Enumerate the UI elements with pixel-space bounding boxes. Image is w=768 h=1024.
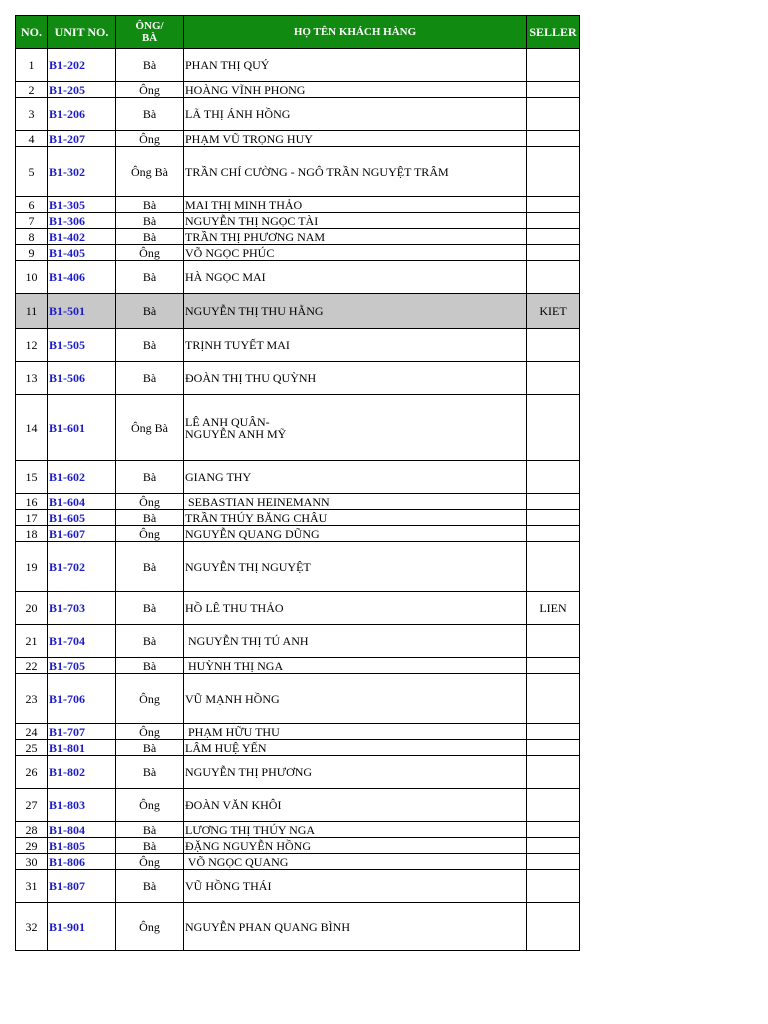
row-number: 25 [16, 740, 48, 756]
customer-name [184, 98, 527, 131]
customer-name [184, 147, 527, 197]
row-number: 29 [16, 838, 48, 854]
customer-name [184, 658, 527, 674]
gender-title: Bà [116, 870, 184, 903]
unit-number: B1-205 [48, 82, 116, 98]
unit-number: B1-803 [48, 789, 116, 822]
customer-name-line: VŨ MẠNH HỒNG [185, 691, 280, 706]
customer-name [184, 903, 527, 951]
row-number: 9 [16, 245, 48, 261]
row-number: 21 [16, 625, 48, 658]
customer-name-line: HOÀNG VĨNH PHONG [185, 82, 306, 97]
gender-title: Bà [116, 510, 184, 526]
header-row [16, 16, 580, 49]
customer-name-line: NGUYỄN THỊ TÚ ANH [185, 634, 309, 648]
customer-name-line: LÊ ANH QUÂN- [185, 414, 270, 429]
seller-name [527, 147, 580, 197]
gender-title: Ông [116, 724, 184, 740]
table-row [16, 261, 580, 294]
customer-name [184, 740, 527, 756]
seller-name [527, 870, 580, 903]
row-number: 4 [16, 131, 48, 147]
table-row [16, 625, 580, 658]
customer-name [184, 494, 527, 510]
gender-title: Bà [116, 838, 184, 854]
table-row [16, 756, 580, 789]
gender-title: Bà [116, 329, 184, 362]
customer-name-line: LƯƠNG THỊ THÚY NGA [185, 822, 316, 837]
customer-table [15, 15, 580, 951]
customer-name-line: LÃ THỊ ÁNH HỒNG [185, 107, 291, 121]
customer-name-line: TRẦN CHÍ CƯỜNG - NGÔ TRẦN NGUYỆT TRÂM [185, 164, 449, 179]
row-number: 26 [16, 756, 48, 789]
gender-title: Bà [116, 213, 184, 229]
row-number: 19 [16, 542, 48, 592]
gender-title: Bà [116, 49, 184, 82]
customer-name-line: HUỲNH THỊ NGA [185, 658, 284, 673]
seller-name [527, 213, 580, 229]
unit-number: B1-305 [48, 197, 116, 213]
seller-name [527, 494, 580, 510]
customer-name [184, 592, 527, 625]
row-number: 15 [16, 461, 48, 494]
gender-title: Ông [116, 245, 184, 261]
row-number: 14 [16, 395, 48, 461]
unit-number: B1-605 [48, 510, 116, 526]
seller-name [527, 838, 580, 854]
customer-name-line: NGUYỄN THỊ THU HẰNG [185, 304, 324, 318]
header-gender-line1: ÔNG/ [135, 20, 164, 32]
gender-title: Ông [116, 82, 184, 98]
row-number: 5 [16, 147, 48, 197]
customer-name [184, 870, 527, 903]
unit-number: B1-807 [48, 870, 116, 903]
customer-name-line: NGUYỄN QUANG DŨNG [185, 526, 320, 541]
customer-name-line: MAI THỊ MINH THẢO [185, 197, 303, 212]
table-row [16, 510, 580, 526]
gender-title: Bà [116, 625, 184, 658]
customer-name-line: ĐOÀN VĂN KHÔI [185, 798, 282, 812]
gender-title: Ông [116, 526, 184, 542]
unit-number: B1-604 [48, 494, 116, 510]
seller-name [527, 526, 580, 542]
customer-name-line: TRẦN THỊ PHƯƠNG NAM [185, 229, 326, 244]
unit-number: B1-706 [48, 674, 116, 724]
table-row [16, 294, 580, 329]
table-row [16, 870, 580, 903]
unit-number: B1-806 [48, 854, 116, 870]
seller-name [527, 658, 580, 674]
customer-name-line: VŨ HỒNG THÁI [185, 879, 272, 893]
gender-title: Bà [116, 197, 184, 213]
gender-title: Ông [116, 854, 184, 870]
customer-name [184, 229, 527, 245]
customer-name [184, 838, 527, 854]
customer-name [184, 261, 527, 294]
seller-name [527, 82, 580, 98]
customer-name-line: PHẠM VŨ TRỌNG HUY [185, 131, 313, 146]
row-number: 27 [16, 789, 48, 822]
customer-name-line: ĐOÀN THỊ THU QUỲNH [185, 371, 317, 385]
row-number: 10 [16, 261, 48, 294]
unit-number: B1-705 [48, 658, 116, 674]
unit-number: B1-306 [48, 213, 116, 229]
customer-name-line: HỒ LÊ THU THẢO [185, 601, 284, 615]
table-row [16, 854, 580, 870]
seller-name [527, 756, 580, 789]
seller-name: LIEN [527, 592, 580, 625]
unit-number: B1-406 [48, 261, 116, 294]
header-gender [116, 16, 184, 49]
gender-title: Bà [116, 461, 184, 494]
customer-name-line: PHẠM HỮU THU [185, 724, 280, 739]
gender-title: Bà [116, 542, 184, 592]
header-name: HỌ TÊN KHÁCH HÀNG [184, 16, 527, 49]
seller-name [527, 510, 580, 526]
row-number: 20 [16, 592, 48, 625]
table-row [16, 674, 580, 724]
table-row [16, 494, 580, 510]
seller-name [527, 740, 580, 756]
table-row [16, 461, 580, 494]
unit-number: B1-702 [48, 542, 116, 592]
gender-title: Bà [116, 592, 184, 625]
seller-name [527, 625, 580, 658]
customer-name [184, 213, 527, 229]
table-row [16, 658, 580, 674]
customer-name [184, 542, 527, 592]
seller-name [527, 724, 580, 740]
row-number: 17 [16, 510, 48, 526]
seller-name [527, 542, 580, 592]
row-number: 30 [16, 854, 48, 870]
seller-name [527, 229, 580, 245]
table-row [16, 740, 580, 756]
gender-title: Bà [116, 740, 184, 756]
gender-title: Ông [116, 494, 184, 510]
row-number: 2 [16, 82, 48, 98]
gender-title: Bà [116, 294, 184, 329]
unit-number: B1-601 [48, 395, 116, 461]
table-row [16, 362, 580, 395]
row-number: 6 [16, 197, 48, 213]
gender-title: Bà [116, 822, 184, 838]
gender-title: Ông Bà [116, 395, 184, 461]
table-row [16, 526, 580, 542]
customer-name [184, 82, 527, 98]
table-row [16, 131, 580, 147]
customer-name [184, 329, 527, 362]
customer-name-line: NGUYỄN THỊ NGỌC TÀI [185, 213, 319, 228]
row-number: 24 [16, 724, 48, 740]
customer-name [184, 131, 527, 147]
unit-number: B1-707 [48, 724, 116, 740]
customer-name [184, 724, 527, 740]
seller-name [527, 131, 580, 147]
table-row [16, 245, 580, 261]
table-row [16, 724, 580, 740]
seller-name [527, 854, 580, 870]
header-unit: UNIT NO. [48, 16, 116, 49]
customer-name-line: VÕ NGỌC PHÚC [185, 245, 275, 260]
table-row [16, 395, 580, 461]
unit-number: B1-202 [48, 49, 116, 82]
unit-number: B1-804 [48, 822, 116, 838]
customer-name-line: LÂM HUỆ YẾN [185, 740, 267, 755]
seller-name [527, 329, 580, 362]
customer-name-line: NGUYỄN THỊ PHƯƠNG [185, 765, 313, 779]
row-number: 18 [16, 526, 48, 542]
table-row [16, 49, 580, 82]
table-row [16, 229, 580, 245]
customer-name-line: HÀ NGỌC MAI [185, 270, 266, 284]
customer-name-line: TRẦN THÚY BĂNG CHÂU [185, 510, 328, 525]
gender-title: Bà [116, 261, 184, 294]
header-no: NO. [16, 16, 48, 49]
gender-title: Bà [116, 229, 184, 245]
unit-number: B1-607 [48, 526, 116, 542]
row-number: 13 [16, 362, 48, 395]
table-row [16, 329, 580, 362]
table-row [16, 903, 580, 951]
customer-name [184, 756, 527, 789]
gender-title: Bà [116, 98, 184, 131]
seller-name: KIET [527, 294, 580, 329]
unit-number: B1-207 [48, 131, 116, 147]
row-number: 16 [16, 494, 48, 510]
customer-name [184, 461, 527, 494]
row-number: 3 [16, 98, 48, 131]
customer-name-line: NGUYỄN PHAN QUANG BÌNH [185, 919, 350, 934]
unit-number: B1-802 [48, 756, 116, 789]
unit-number: B1-505 [48, 329, 116, 362]
customer-name-line: NGUYỄN ANH MỸ [185, 426, 287, 441]
customer-name [184, 245, 527, 261]
seller-name [527, 789, 580, 822]
table-row [16, 838, 580, 854]
unit-number: B1-801 [48, 740, 116, 756]
header-seller: SELLER [527, 16, 580, 49]
gender-title: Ông [116, 789, 184, 822]
customer-name-line: TRỊNH TUYẾT MAI [185, 338, 290, 352]
unit-number: B1-805 [48, 838, 116, 854]
unit-number: B1-704 [48, 625, 116, 658]
seller-name [527, 395, 580, 461]
unit-number: B1-602 [48, 461, 116, 494]
seller-name [527, 98, 580, 131]
unit-number: B1-506 [48, 362, 116, 395]
unit-number: B1-703 [48, 592, 116, 625]
gender-title: Ông [116, 131, 184, 147]
row-number: 28 [16, 822, 48, 838]
unit-number: B1-501 [48, 294, 116, 329]
gender-title: Bà [116, 756, 184, 789]
customer-name [184, 294, 527, 329]
table-row [16, 592, 580, 625]
customer-name [184, 526, 527, 542]
row-number: 23 [16, 674, 48, 724]
seller-name [527, 49, 580, 82]
seller-name [527, 197, 580, 213]
seller-name [527, 362, 580, 395]
customer-name [184, 49, 527, 82]
customer-name [184, 789, 527, 822]
table-row [16, 197, 580, 213]
customer-name [184, 625, 527, 658]
customer-name [184, 197, 527, 213]
seller-name [527, 245, 580, 261]
table-row [16, 822, 580, 838]
gender-title: Ông [116, 674, 184, 724]
row-number: 7 [16, 213, 48, 229]
customer-name [184, 822, 527, 838]
row-number: 11 [16, 294, 48, 329]
customer-name [184, 395, 527, 461]
seller-name [527, 903, 580, 951]
customer-name [184, 362, 527, 395]
customer-name-line: ĐẶNG NGUYỄN HỒNG [185, 838, 311, 853]
header-gender-line2: BÀ [141, 32, 158, 44]
gender-title: Bà [116, 362, 184, 395]
customer-name [184, 510, 527, 526]
table-body [16, 49, 580, 951]
unit-number: B1-302 [48, 147, 116, 197]
table-row [16, 213, 580, 229]
row-number: 12 [16, 329, 48, 362]
unit-number: B1-402 [48, 229, 116, 245]
gender-title: Ông Bà [116, 147, 184, 197]
customer-name [184, 854, 527, 870]
customer-name-line: VÕ NGỌC QUANG [185, 854, 289, 869]
table-row [16, 82, 580, 98]
table-row [16, 789, 580, 822]
unit-number: B1-901 [48, 903, 116, 951]
seller-name [527, 674, 580, 724]
table-row [16, 98, 580, 131]
customer-name [184, 674, 527, 724]
seller-name [527, 461, 580, 494]
row-number: 32 [16, 903, 48, 951]
customer-name-line: NGUYỄN THỊ NGUYỆT [185, 559, 311, 574]
row-number: 22 [16, 658, 48, 674]
row-number: 1 [16, 49, 48, 82]
row-number: 31 [16, 870, 48, 903]
customer-name-line: SEBASTIAN HEINEMANN [185, 494, 330, 509]
seller-name [527, 261, 580, 294]
table-row [16, 147, 580, 197]
gender-title: Bà [116, 658, 184, 674]
gender-title: Ông [116, 903, 184, 951]
row-number: 8 [16, 229, 48, 245]
seller-name [527, 822, 580, 838]
customer-name-line: PHAN THỊ QUÝ [185, 58, 270, 72]
unit-number: B1-405 [48, 245, 116, 261]
customer-name-line: GIANG THY [185, 470, 252, 484]
table-row [16, 542, 580, 592]
unit-number: B1-206 [48, 98, 116, 131]
